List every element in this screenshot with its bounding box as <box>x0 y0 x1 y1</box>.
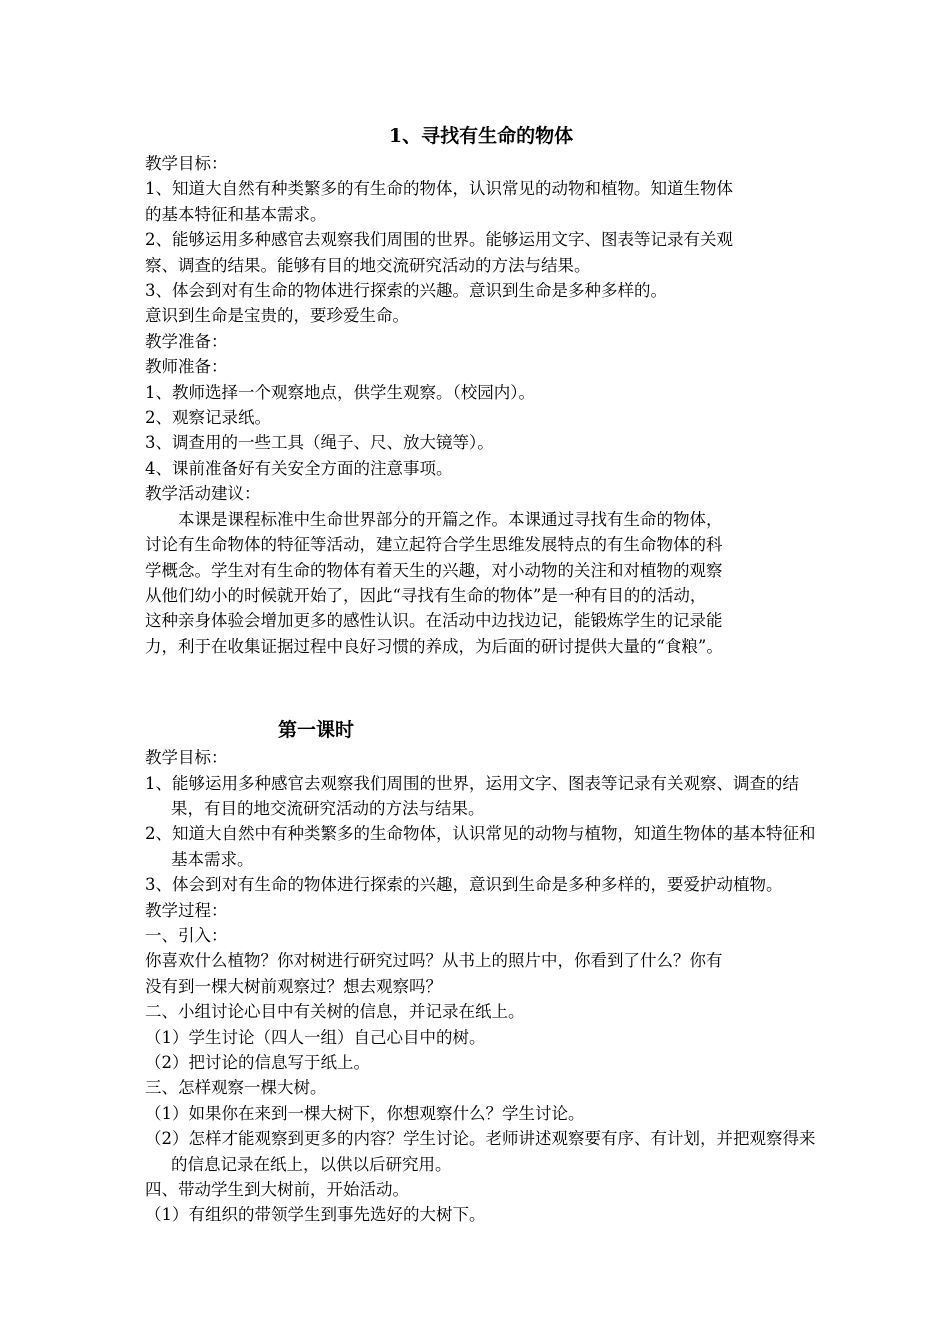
teacher-prep-item: 1、教师选择一个观察地点，供学生观察。（校园内）。 <box>145 382 535 402</box>
suggestion-line: 力，利于在收集证据过程中良好习惯的养成，为后面的研讨提供大量的“食粮”。 <box>145 636 723 656</box>
objective-line: 1、知道大自然有种类繁多的有生命的物体，认识常见的动物和植物。知道生物体 <box>145 179 733 199</box>
objective-line: 的基本特征和基本需求。 <box>145 204 327 224</box>
teacher-prep-item: 4、课前准备好有关安全方面的注意事项。 <box>145 458 453 478</box>
objective-line: 察、调查的结果。能够有目的地交流研究活动的方法与结果。 <box>145 255 591 275</box>
step-item: （1）有组织的带领学生到事先选好的大树下。 <box>145 1205 486 1225</box>
objective-line: 3、体会到对有生命的物体进行探索的兴趣。意识到生命是多种多样的。 <box>145 281 667 301</box>
objective-line: 2、能够运用多种感官去观察我们周围的世界。能够运用文字、图表等记录有关观 <box>145 230 733 250</box>
suggestion-line: 从他们幼小的时候就开始了，因此“寻找有生命的物体”是一种有目的的活动， <box>145 585 707 605</box>
step-text: 没有到一棵大树前观察过？想去观察吗？ <box>145 976 442 996</box>
objective-item: 2、知道大自然中有种类繁多的生命物体，认识常见的动物与植物，知道生物体的基本特征和基本需求。 <box>145 824 816 869</box>
step-heading: 二、小组讨论心目中有关树的信息，并记录在纸上。 <box>145 1002 525 1022</box>
objective-item: 1、能够运用多种感官去观察我们周围的世界，运用文字、图表等记录有关观察、调查的结果，有目的地交流研究活动的方法与结果。 <box>145 773 799 818</box>
process-label: 教学过程： <box>145 900 228 920</box>
objectives-label: 教学目标： <box>145 748 228 768</box>
suggestion-line: 本课是课程标准中生命世界部分的开篇之作。本课通过寻找有生命的物体， <box>178 509 723 529</box>
suggestion-line: 这种亲身体验会增加更多的感性认识。在活动中边找边记，能锻炼学生的记录能 <box>145 611 723 631</box>
teacher-prep-label: 教师准备： <box>145 357 228 377</box>
step-text: 你喜欢什么植物？你对树进行研究过吗？从书上的照片中，你看到了什么？你有 <box>145 951 723 971</box>
step-heading: 一、引入： <box>145 925 228 945</box>
period-title: 第一课时 <box>278 719 355 742</box>
step-heading: 三、怎样观察一棵大树。 <box>145 1078 327 1098</box>
prep-label: 教学准备： <box>145 331 228 351</box>
teacher-prep-item: 3、调查用的一些工具（绳子、尺、放大镜等）。 <box>145 433 494 453</box>
section-spacer <box>145 659 817 711</box>
lesson-title: 1、寻找有生命的物体 <box>388 125 574 147</box>
suggestion-line: 学概念。学生对有生命的物体有着天生的兴趣，对小动物的关注和对植物的观察 <box>145 560 723 580</box>
step-item: （2）把讨论的信息写于纸上。 <box>145 1053 370 1072</box>
step-item: （1）如果你在来到一棵大树下，你想观察什么？学生讨论。 <box>145 1103 585 1123</box>
suggestion-label: 教学活动建议： <box>145 484 261 504</box>
step-heading: 四、带动学生到大树前，开始活动。 <box>145 1180 409 1200</box>
objectives-label: 教学目标： <box>145 154 228 173</box>
suggestion-line: 讨论有生命物体的特征等活动，建立起符合学生思维发展特点的有生命物体的科 <box>145 535 723 555</box>
step-item: （1）学生讨论（四人一组）自己心目中的树。 <box>145 1027 486 1047</box>
document-page <box>145 122 817 1228</box>
teacher-prep-item: 2、观察记录纸。 <box>145 408 271 428</box>
objective-item: 3、体会到对有生命的物体进行探索的兴趣，意识到生命是多种多样的，要爱护动植物。 <box>145 875 783 895</box>
objective-line: 意识到生命是宝贵的，要珍爱生命。 <box>145 306 409 326</box>
step-item: （2）怎样才能观察到更多的内容？学生讨论。老师讲述观察要有序、有计划，并把观察得来的信息记录在纸上，以供以后研究用。 <box>145 1129 816 1174</box>
